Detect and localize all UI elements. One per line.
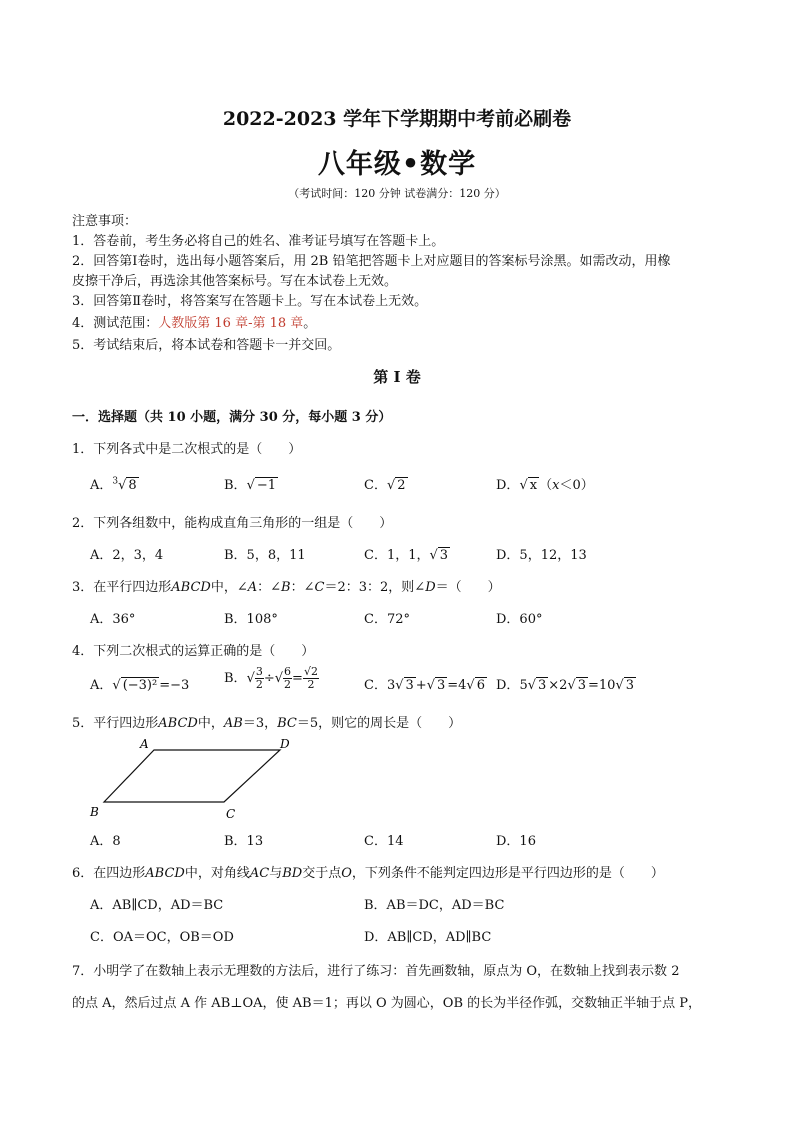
q6-option-b[interactable]: B．AB＝DC，AD＝BC: [364, 898, 505, 913]
parallelogram-figure: [84, 734, 304, 824]
q3-option-d[interactable]: D．60°: [496, 612, 543, 627]
question-2-stem: 2．下列各组数中，能构成直角三角形的一组是（ ）: [72, 516, 393, 531]
section-heading: 一．选择题（共 10 小题，满分 30 分，每小题 3 分）: [72, 410, 392, 425]
note-2: 2．回答第Ⅰ卷时，选出每小题答案后，用 2B 铅笔把答题卡上对应题目的答案标号涂黑。如需改动，用橡: [72, 254, 671, 269]
parallelogram-abcd: [104, 750, 280, 802]
question-7-line-2: 的点 A，然后过点 A 作 AB⊥OA，使 AB＝1；再以 O 为圆心，OB 的长为半径作弧，交数轴正半轴于点 P，: [72, 996, 702, 1011]
note-1: 1．答卷前，考生务必将自己的姓名、准考证号填写在答题卡上。: [72, 234, 445, 249]
vertex-label-c: C: [226, 807, 236, 821]
note-5: 5．考试结束后，将本试卷和答题卡一并交回。: [72, 338, 341, 353]
note-4: [72, 314, 316, 334]
q6-option-c[interactable]: C．OA＝OC，OB＝OD: [90, 930, 234, 945]
q1-option-d[interactable]: D．√ x （x＜0）: [496, 478, 594, 493]
q1-option-a[interactable]: A．$^3$√ 8: [90, 476, 137, 493]
note-4-suffix: 。: [303, 316, 317, 331]
question-5-stem: 5．平行四边形ABCD中，AB＝3，BC＝5，则它的周长是（ ）: [72, 716, 462, 731]
q4-option-c[interactable]: C．3√ 3 +√ 3 =4√ 6: [364, 678, 485, 693]
note-4-prefix: 4．测试范围：: [72, 316, 159, 331]
q2-option-d[interactable]: D．5，12，13: [496, 548, 587, 563]
note-4-scope: 人教版第 16 章-第 18 章: [158, 316, 304, 331]
q5-option-b[interactable]: B．13: [224, 834, 264, 849]
q3-option-c[interactable]: C．72°: [364, 612, 410, 627]
q1-option-b[interactable]: B．√ −1: [224, 478, 277, 493]
q3-option-a[interactable]: A．36°: [90, 612, 136, 627]
notes-title: 注意事项：: [72, 214, 138, 229]
q1-option-c[interactable]: C．√ 2: [364, 478, 406, 493]
q2-option-a[interactable]: A．2，3，4: [90, 548, 164, 563]
paper-title: 2022-2023 学年下学期期中考前必刷卷: [222, 108, 572, 130]
q5-option-d[interactable]: D．16: [496, 834, 536, 849]
q3-option-b[interactable]: B．108°: [224, 612, 278, 627]
note-3: 3．回答第Ⅱ卷时，将答案写在答题卡上。写在本试卷上无效。: [72, 294, 428, 309]
q2-option-b[interactable]: B．5，8，11: [224, 548, 306, 563]
question-6-stem: 6．在四边形ABCD中，对角线AC与BD交于点O，下列条件不能判定四边形是平行四边形的是（ ）: [72, 866, 664, 881]
vertex-label-b: B: [90, 805, 99, 819]
q4-option-b[interactable]: B．√ $\frac{3}{2}$ ÷√ $\frac{6}{2}$ = $\frac{√2}{2}$: [224, 665, 318, 691]
q5-option-c[interactable]: C．14: [364, 834, 404, 849]
q4-option-d[interactable]: D．5√ 3 ×2√ 3 =10√ 3: [496, 678, 635, 693]
question-1-stem: 1．下列各式中是二次根式的是（ ）: [72, 442, 302, 457]
question-4-stem: 4．下列二次根式的运算正确的是（ ）: [72, 644, 315, 659]
question-7-line-1: 7．小明学了在数轴上表示无理数的方法后，进行了练习：首先画数轴，原点为 O，在数轴上找到表示数 2: [72, 964, 680, 979]
paper-subject: 八年级•数学: [317, 149, 477, 180]
q6-option-d[interactable]: D．AB∥CD，AD∥BC: [364, 930, 492, 945]
vertex-label-d: D: [280, 737, 290, 751]
section-label: 第 I 卷: [373, 368, 421, 386]
q4-option-a[interactable]: A．√ (−3)² =−3: [90, 678, 190, 693]
note-2-cont: 皮擦干净后，再选涂其他答案标号。写在本试卷上无效。: [72, 274, 398, 289]
q6-option-a[interactable]: A．AB∥CD，AD＝BC: [90, 898, 224, 913]
exam-meta: （考试时间：120 分钟 试卷满分：120 分）: [288, 187, 506, 200]
question-3-stem: 3．在平行四边形ABCD中，∠A：∠B：∠C＝2：3：2，则∠D＝（ ）: [72, 580, 501, 595]
q5-option-a[interactable]: A．8: [90, 834, 121, 849]
q2-option-c[interactable]: C．1，1，√ 3: [364, 548, 449, 563]
vertex-label-a: A: [140, 737, 149, 751]
